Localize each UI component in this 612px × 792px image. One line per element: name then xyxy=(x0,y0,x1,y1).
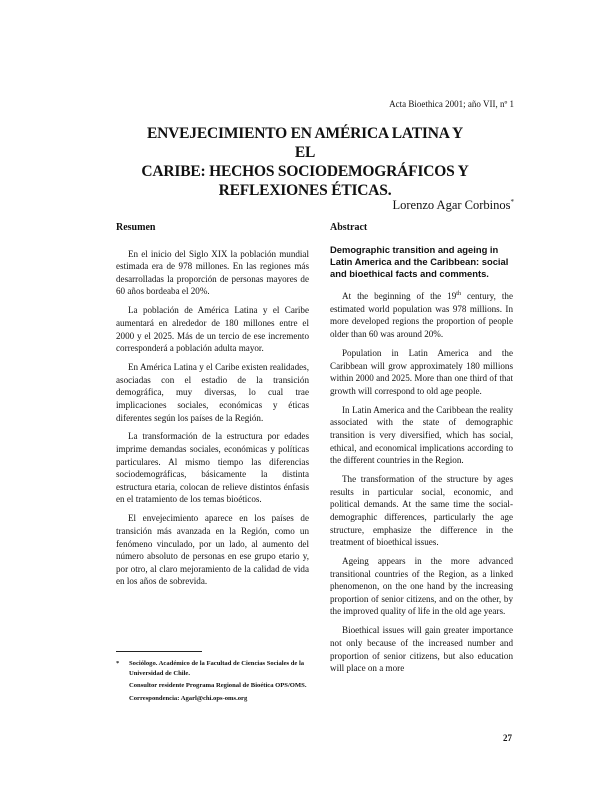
running-header: Acta Bioethica 2001; año VII, nº 1 xyxy=(389,99,514,109)
footnote-divider xyxy=(116,651,202,652)
abstract-paragraph: Bioethical issues will gain greater importance not only because of the increased number and proportion of senior citizens, but also education will place on a more xyxy=(330,625,513,674)
abstract-paragraph: Ageing appears in the more advanced transitional countries of the Region, as a linked phenomenon, on the one hand by the increasing proportion of senior citizens, and on the other, by the improved quality of life in the old age years. xyxy=(330,556,513,617)
resumen-paragraph: La población de América Latina y el Caribe aumentará en alrededor de 180 millones entre el 2000 y el 2025. Más de un tercio de ese incremento corresponderá a población adulta mayor. xyxy=(116,305,309,354)
resumen-heading: Resumen xyxy=(116,222,156,233)
resumen-paragraph: En el inicio del Siglo XIX la población mundial estimada era de 978 millones. En las regiones más desarrolladas la proporción de personas mayores de 60 años bordeaba el 20%. xyxy=(116,248,309,297)
abstract-paragraph xyxy=(330,288,513,340)
article-title xyxy=(140,124,470,200)
author-footnote-mark: * xyxy=(510,198,514,206)
abstract-paragraph: In Latin America and the Caribbean the reality associated with the state of demographic transition is very diversified, which has social, ethical, and economical implications according to the different countries in the Region. xyxy=(330,404,513,466)
footnote xyxy=(116,659,316,706)
author-line xyxy=(392,198,514,213)
abstract-text: century, the estimated world population was 978 millions. In more developed regions the proportion of people older than 60 was around 20%. xyxy=(330,291,513,340)
abstract-subtitle: Demographic transition and ageing in Latin America and the Caribbean: social and bioethical facts and comments. xyxy=(330,243,509,279)
abstract-paragraph: Population in Latin America and the Caribbean will grow approximately 180 millions within 2000 and 2025. More than one third of that growth will correspond to old age people. xyxy=(330,348,513,396)
abstract-paragraph: The transformation of the structure by ages results in particular social, economic, and political demands. At the same time the social-demographic differences, particularly the age structure, emphasize the difference in the treatment of bioethical issues. xyxy=(330,474,513,548)
title-line: REFLEXIONES ÉTICAS. xyxy=(218,182,392,199)
abstract-column xyxy=(330,222,513,681)
title-line: CARIBE: HECHOS SOCIODEMOGRÁFICOS Y xyxy=(141,163,469,180)
abstract-heading: Abstract xyxy=(330,222,368,233)
resumen-column xyxy=(116,222,309,594)
ordinal-suffix: th xyxy=(456,291,461,298)
footnote-line: Consultor residente Programa Regional de Bioética OPS/OMS. xyxy=(129,682,307,690)
page-number: 27 xyxy=(503,733,512,743)
footnote-text xyxy=(129,659,316,706)
footnote-mark: * xyxy=(116,660,120,667)
resumen-paragraph: La transformación de la estructura por edades imprime demandas sociales, económicas y políticas particulares. Al mismo tiempo las diferencias sociodemográficas, básicamente la distinta estructura etaria, colocan de relieve distintos énfasis en el tratamiento de los temas bioéticos. xyxy=(116,431,309,505)
footnote-line: Sociólogo. Académico de la Facultad de Ciencias Sociales de la Universidad de Chile. xyxy=(129,660,305,677)
resumen-paragraph: El envejecimiento aparece en los países de transición más avanzada en la Región, como un fenómeno vinculado, por un lado, al aumento del número absoluto de personas en ese grupo etario y, por otro, al claro mejoramiento de la calidad de vida en los años de sobrevida. xyxy=(116,513,309,587)
resumen-paragraph: En América Latina y el Caribe existen realidades, asociadas con el estadio de la transición demográfica, muy diversas, lo cual trae implicaciones sociales, económicas y éticas diferentes según los países de la Región. xyxy=(116,362,309,423)
abstract-text: At the beginning of the 19 xyxy=(342,291,457,302)
footnote-item xyxy=(116,659,316,706)
footnote-line: Correspondencia: Agarl@chi.ops-oms.org xyxy=(129,694,248,702)
title-line: ENVEJECIMIENTO EN AMÉRICA LATINA Y EL xyxy=(147,125,463,161)
author-name: Lorenzo Agar Corbinos xyxy=(392,198,511,213)
